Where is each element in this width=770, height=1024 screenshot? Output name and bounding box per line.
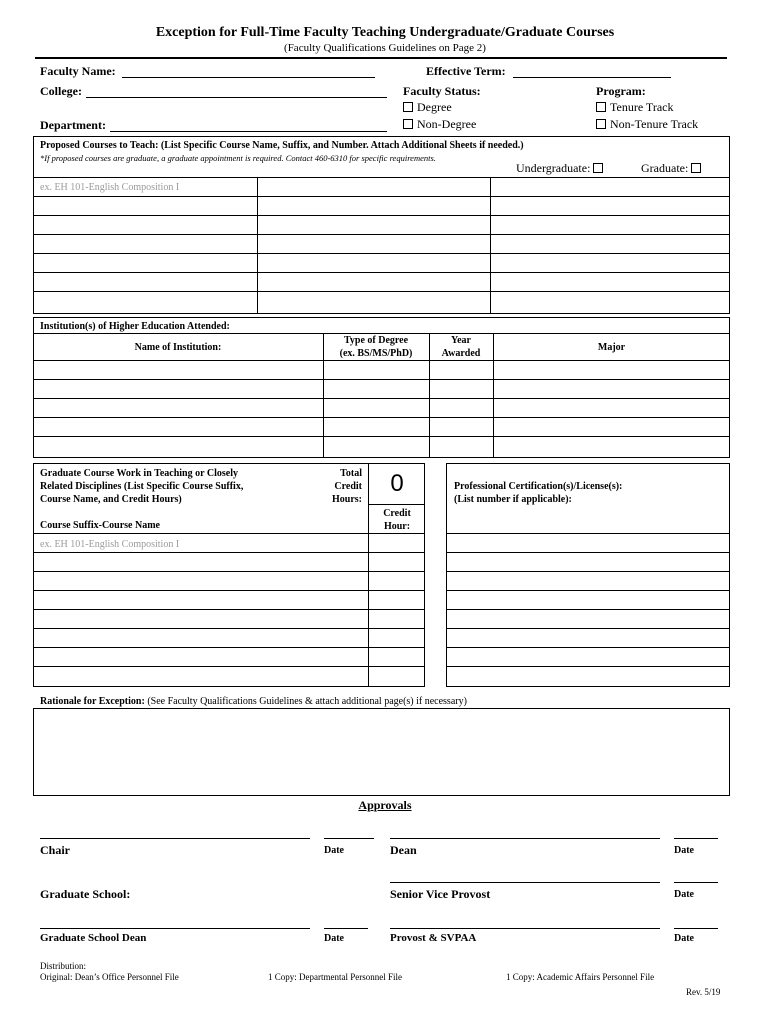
distribution-aa-copy: 1 Copy: Academic Affairs Personnel File xyxy=(506,972,655,982)
chair-signature-line[interactable] xyxy=(40,838,310,839)
degree-type-header-2: (ex. BS/MS/PhD) xyxy=(339,348,413,359)
coursework-placeholder[interactable]: ex. EH 101-English Composition I xyxy=(40,539,180,550)
non-tenure-option[interactable] xyxy=(596,117,698,132)
total-credit-line: Hours: xyxy=(332,494,362,505)
revision-label: Rev. 5/19 xyxy=(686,987,721,997)
tenure-option[interactable] xyxy=(596,100,673,115)
coursework-grid-line xyxy=(33,571,425,572)
department-label: Department: xyxy=(40,118,106,132)
proposed-course-placeholder[interactable]: ex. EH 101-English Composition I xyxy=(40,182,180,193)
effective-term-label: Effective Term: xyxy=(426,64,506,78)
svp-signature-line[interactable] xyxy=(390,882,660,883)
non-degree-label: Non-Degree xyxy=(417,117,477,131)
provost-label: Provost & SVPAA xyxy=(390,932,477,944)
svp-date-line[interactable] xyxy=(674,882,718,883)
distribution-dept-copy: 1 Copy: Departmental Personnel File xyxy=(268,972,402,982)
rationale-label: Rationale for Exception: xyxy=(40,696,145,707)
undergraduate-option[interactable] xyxy=(516,161,607,176)
institutions-grid-line xyxy=(33,333,730,334)
certifications-grid-line xyxy=(446,666,730,667)
graduate-note: *If proposed courses are graduate, a graduate appointment is required. Contact 460-6310 for specific requirements. xyxy=(40,153,436,163)
coursework-grid-line xyxy=(33,533,425,534)
faculty-name-label: Faculty Name: xyxy=(40,64,116,78)
grad-dean-label: Graduate School Dean xyxy=(40,932,147,944)
certifications-grid-line xyxy=(446,590,730,591)
distribution-original: Original: Dean’s Office Personnel File xyxy=(40,972,179,982)
senior-vp-label: Senior Vice Provost xyxy=(390,887,491,901)
coursework-grid-line xyxy=(33,590,425,591)
college-field[interactable] xyxy=(86,97,387,98)
proposed-grid-col xyxy=(257,177,258,314)
certifications-grid-line xyxy=(446,647,730,648)
degree-label: Degree xyxy=(417,100,452,114)
coursework-title-line: Graduate Course Work in Teaching or Closely xyxy=(40,468,238,479)
coursework-grid-line xyxy=(33,628,425,629)
grad-dean-date-label: Date xyxy=(324,933,344,944)
provost-signature-line[interactable] xyxy=(390,928,660,929)
faculty-status-label: Faculty Status: xyxy=(403,84,481,98)
chair-date-line[interactable] xyxy=(324,838,374,839)
proposed-grid-col xyxy=(490,177,491,314)
institutions-grid-line xyxy=(33,379,730,380)
credit-hour-line: Credit xyxy=(383,508,411,519)
dean-date-line[interactable] xyxy=(674,838,718,839)
graduate-option[interactable] xyxy=(641,161,705,176)
proposed-grid-line xyxy=(33,234,730,235)
distribution-label: Distribution: xyxy=(40,961,87,971)
effective-term-field[interactable] xyxy=(513,77,671,78)
proposed-grid-line xyxy=(33,253,730,254)
provost-date-label: Date xyxy=(674,933,694,944)
credit-hour-header xyxy=(369,507,425,533)
graduate-checkbox[interactable] xyxy=(691,163,701,173)
certifications-grid-line xyxy=(446,552,730,553)
year-header-1: Year xyxy=(451,335,471,346)
degree-checkbox[interactable] xyxy=(403,102,413,112)
proposed-grid-line xyxy=(33,177,730,178)
program-label: Program: xyxy=(596,84,646,98)
non-degree-option[interactable] xyxy=(403,117,476,132)
rationale-textarea[interactable] xyxy=(33,708,730,796)
coursework-grid-line xyxy=(368,504,425,505)
institutions-grid-line xyxy=(33,417,730,418)
certifications-title xyxy=(454,480,622,506)
credit-hour-line: Hour: xyxy=(383,521,411,532)
rationale-heading xyxy=(40,696,467,707)
rationale-note: (See Faculty Qualifications Guidelines & attach additional page(s) if necessary) xyxy=(147,696,467,707)
proposed-courses-title: Proposed Courses to Teach: (List Specific Course Name, Suffix, and Number. Attach Additional Sheets if needed.) xyxy=(40,140,524,151)
non-degree-checkbox[interactable] xyxy=(403,119,413,129)
undergraduate-label: Undergraduate: xyxy=(516,161,591,175)
proposed-grid-line xyxy=(33,196,730,197)
degree-option[interactable] xyxy=(403,100,452,115)
coursework-title-line: Related Disciplines (List Specific Course Suffix, xyxy=(40,481,244,492)
tenure-label: Tenure Track xyxy=(610,100,674,114)
coursework-grid-line xyxy=(33,666,425,667)
coursework-grid-line xyxy=(33,552,425,553)
institution-name-header: Name of Institution: xyxy=(134,342,222,353)
chair-date-label: Date xyxy=(324,845,344,856)
total-credit-label xyxy=(310,467,362,506)
form-title: Exception for Full-Time Faculty Teaching Undergraduate/Graduate Courses xyxy=(155,25,615,40)
non-tenure-label: Non-Tenure Track xyxy=(610,117,699,131)
degree-type-header-1: Type of Degree xyxy=(343,335,409,346)
faculty-name-field[interactable] xyxy=(122,77,375,78)
institutions-grid-col xyxy=(493,333,494,458)
total-credit-line: Credit xyxy=(334,481,362,492)
institutions-grid-col xyxy=(323,333,324,458)
coursework-title-line: Course Name, and Credit Hours) xyxy=(40,494,182,505)
dean-signature-line[interactable] xyxy=(390,838,660,839)
proposed-grid-line xyxy=(33,291,730,292)
institutions-grid-col xyxy=(429,333,430,458)
chair-label: Chair xyxy=(40,843,70,857)
institutions-grid-line xyxy=(33,436,730,437)
course-name-header: Course Suffix-Course Name xyxy=(40,520,160,531)
coursework-grid-line xyxy=(33,647,425,648)
certifications-grid-line xyxy=(446,628,730,629)
coursework-title xyxy=(40,467,243,506)
total-credit-line: Total xyxy=(340,468,362,479)
major-header: Major xyxy=(597,342,626,353)
grad-dean-date-line[interactable] xyxy=(324,928,368,929)
certifications-grid-line xyxy=(446,533,730,534)
header-rule xyxy=(35,57,727,59)
tenure-checkbox[interactable] xyxy=(596,102,606,112)
certifications-grid-line xyxy=(446,609,730,610)
certifications-title-line: (List number if applicable): xyxy=(454,494,572,505)
proposed-grid-line xyxy=(33,272,730,273)
total-credit-value[interactable]: 0 xyxy=(390,470,404,497)
non-tenure-checkbox[interactable] xyxy=(596,119,606,129)
dean-label: Dean xyxy=(390,843,417,857)
institutions-grid-line xyxy=(33,398,730,399)
department-field[interactable] xyxy=(110,131,387,132)
form-subtitle: (Faculty Qualifications Guidelines on Page 2) xyxy=(284,42,486,54)
dean-date-label: Date xyxy=(674,845,694,856)
approvals-title: Approvals xyxy=(358,798,412,812)
graduate-label: Graduate: xyxy=(641,161,689,175)
institutions-grid-line xyxy=(33,360,730,361)
undergraduate-checkbox[interactable] xyxy=(593,163,603,173)
coursework-grid-line xyxy=(33,609,425,610)
grad-dean-signature-line[interactable] xyxy=(40,928,310,929)
proposed-grid-line xyxy=(33,215,730,216)
certifications-grid-line xyxy=(446,571,730,572)
svp-date-label: Date xyxy=(674,889,694,900)
graduate-school-label: Graduate School: xyxy=(40,887,131,901)
college-label: College: xyxy=(40,84,82,98)
year-header-2: Awarded xyxy=(441,348,481,359)
provost-date-line[interactable] xyxy=(674,928,718,929)
institutions-title: Institution(s) of Higher Education Attended: xyxy=(40,321,230,332)
certifications-title-line: Professional Certification(s)/License(s): xyxy=(454,481,623,492)
